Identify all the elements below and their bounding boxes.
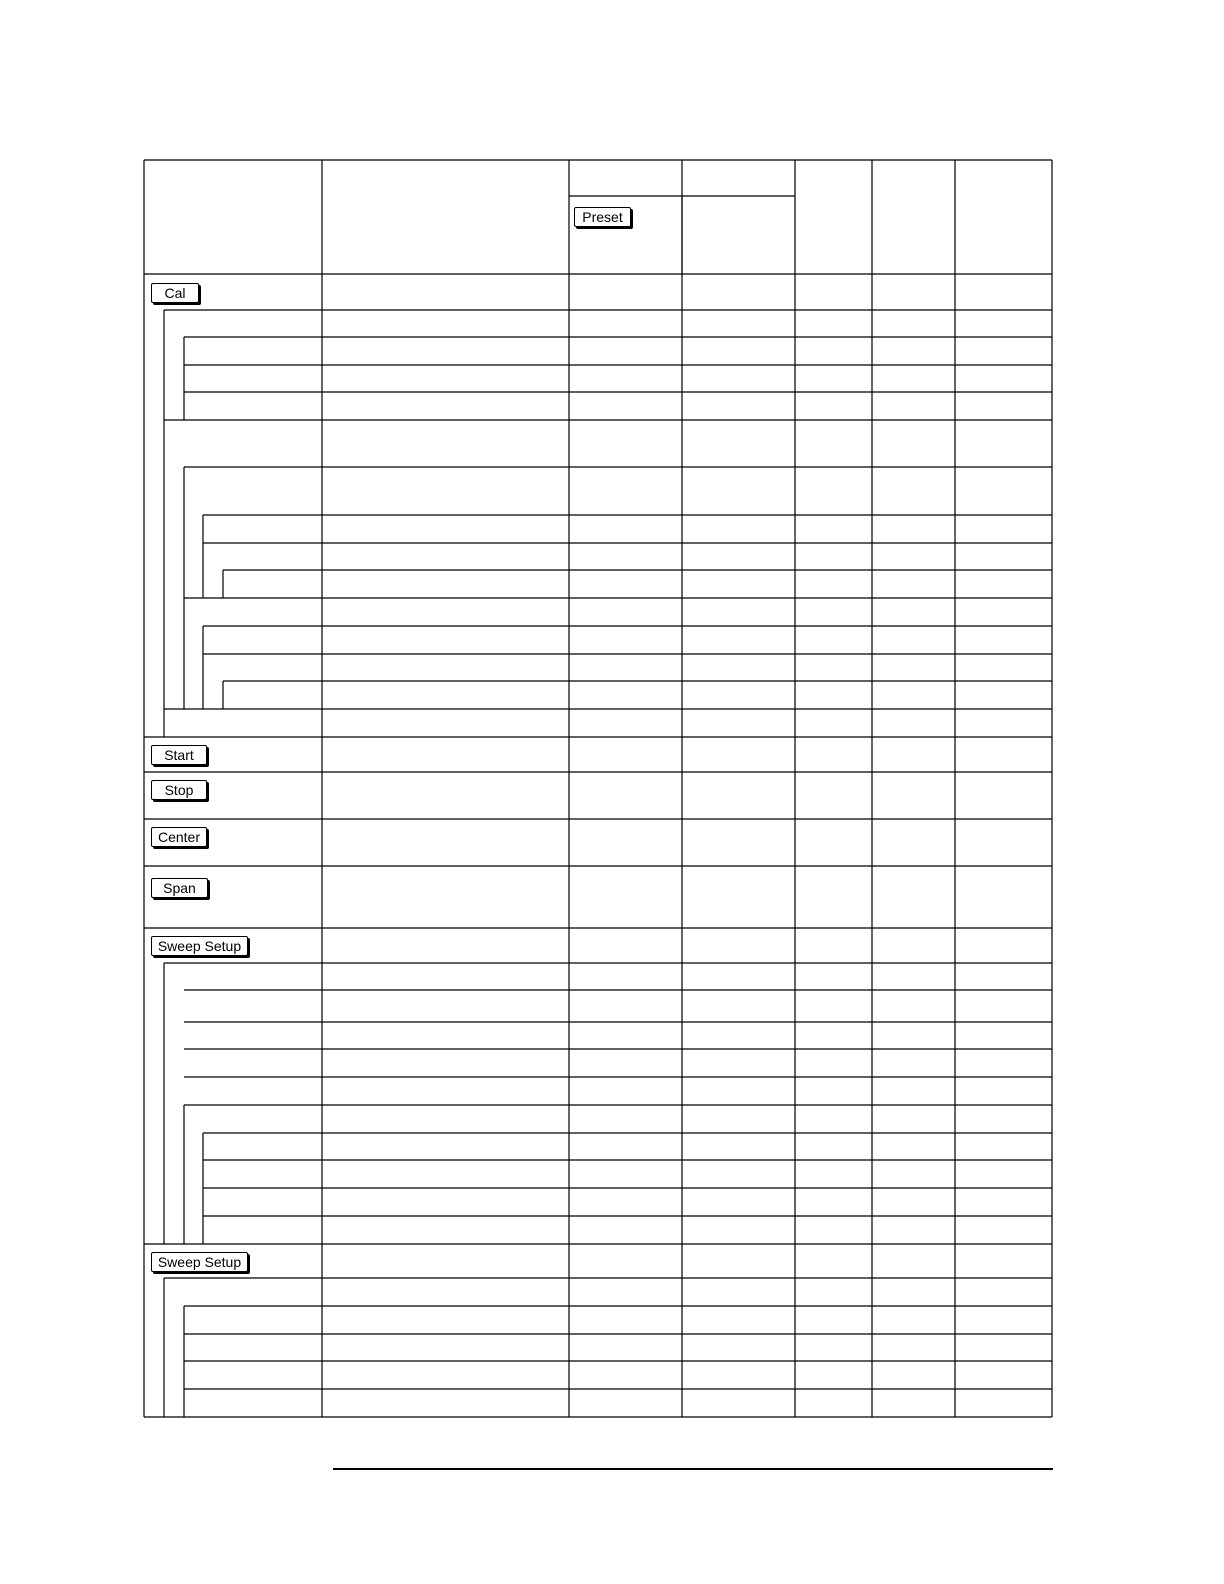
sweep-setup-key-button[interactable]: Sweep Setup bbox=[151, 936, 248, 956]
sweep-setup-key-button-2[interactable]: Sweep Setup bbox=[151, 1252, 248, 1272]
stop-key-button[interactable]: Stop bbox=[151, 780, 207, 800]
span-key-button[interactable]: Span bbox=[151, 878, 208, 898]
center-key-button[interactable]: Center bbox=[151, 827, 207, 847]
start-key-button[interactable]: Start bbox=[151, 745, 207, 765]
preset-key-button[interactable]: Preset bbox=[574, 207, 631, 227]
cal-key-button[interactable]: Cal bbox=[151, 283, 199, 303]
footer-rule bbox=[333, 1468, 1053, 1470]
